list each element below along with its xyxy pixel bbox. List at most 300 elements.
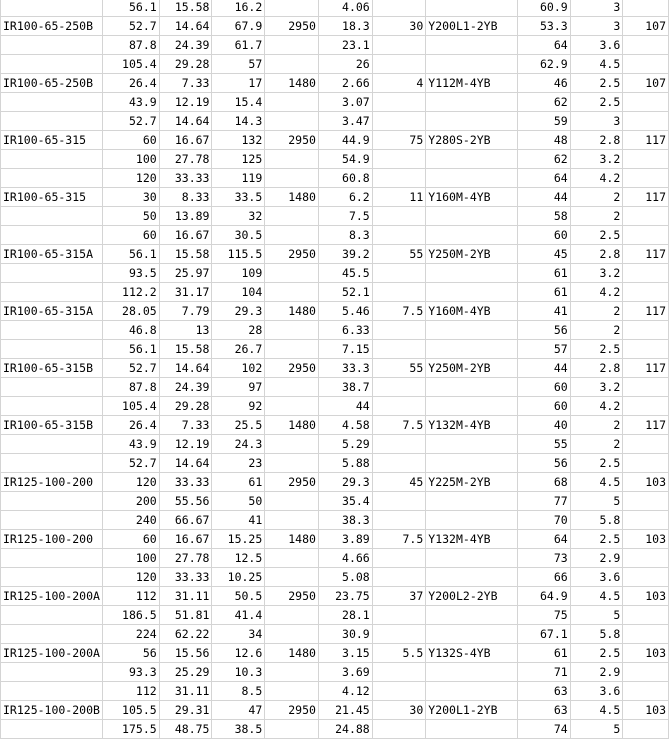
cell-head-m[interactable]: 41.4 bbox=[212, 606, 265, 625]
cell-motor-power-kw[interactable] bbox=[372, 0, 426, 17]
cell-motor-model[interactable]: Y132M-4YB bbox=[426, 530, 518, 549]
cell-motor-power-kw[interactable] bbox=[372, 340, 426, 359]
cell-weight-kg[interactable] bbox=[623, 321, 669, 340]
cell-efficiency-pct[interactable]: 64 bbox=[518, 36, 571, 55]
cell-motor-model[interactable] bbox=[426, 492, 518, 511]
cell-flow-m3h[interactable]: 186.5 bbox=[102, 606, 159, 625]
cell-npsh-m[interactable]: 4.2 bbox=[570, 283, 623, 302]
cell-weight-kg[interactable]: 107 bbox=[623, 17, 669, 36]
cell-weight-kg[interactable]: 103 bbox=[623, 701, 669, 720]
cell-weight-kg[interactable]: 117 bbox=[623, 359, 669, 378]
cell-speed-rpm[interactable] bbox=[265, 207, 319, 226]
cell-flow-ls[interactable]: 15.58 bbox=[159, 245, 212, 264]
cell-flow-ls[interactable]: 15.56 bbox=[159, 644, 212, 663]
cell-speed-rpm[interactable]: 1480 bbox=[265, 302, 319, 321]
cell-weight-kg[interactable] bbox=[623, 340, 669, 359]
cell-efficiency-pct[interactable]: 53.3 bbox=[518, 17, 571, 36]
cell-motor-power-kw[interactable]: 37 bbox=[372, 587, 426, 606]
cell-pump-model[interactable] bbox=[1, 720, 103, 739]
cell-speed-rpm[interactable] bbox=[265, 226, 319, 245]
cell-weight-kg[interactable] bbox=[623, 378, 669, 397]
cell-motor-model[interactable] bbox=[426, 378, 518, 397]
cell-flow-m3h[interactable]: 28.05 bbox=[102, 302, 159, 321]
cell-npsh-m[interactable]: 5 bbox=[570, 606, 623, 625]
cell-speed-rpm[interactable] bbox=[265, 397, 319, 416]
cell-efficiency-pct[interactable]: 62 bbox=[518, 93, 571, 112]
cell-head-m[interactable]: 50.5 bbox=[212, 587, 265, 606]
cell-motor-power-kw[interactable] bbox=[372, 112, 426, 131]
cell-motor-model[interactable] bbox=[426, 511, 518, 530]
cell-efficiency-pct[interactable]: 41 bbox=[518, 302, 571, 321]
cell-npsh-m[interactable]: 2.5 bbox=[570, 226, 623, 245]
cell-motor-model[interactable]: Y160M-4YB bbox=[426, 302, 518, 321]
cell-shaft-power-kw[interactable]: 6.33 bbox=[318, 321, 372, 340]
cell-pump-model[interactable] bbox=[1, 169, 103, 188]
cell-npsh-m[interactable]: 2.9 bbox=[570, 549, 623, 568]
cell-speed-rpm[interactable] bbox=[265, 606, 319, 625]
cell-weight-kg[interactable] bbox=[623, 663, 669, 682]
cell-head-m[interactable]: 10.25 bbox=[212, 568, 265, 587]
cell-flow-m3h[interactable]: 240 bbox=[102, 511, 159, 530]
cell-efficiency-pct[interactable]: 56 bbox=[518, 321, 571, 340]
cell-motor-model[interactable] bbox=[426, 169, 518, 188]
cell-head-m[interactable]: 12.6 bbox=[212, 644, 265, 663]
cell-flow-ls[interactable]: 15.58 bbox=[159, 0, 212, 17]
cell-shaft-power-kw[interactable]: 3.07 bbox=[318, 93, 372, 112]
cell-flow-ls[interactable]: 55.56 bbox=[159, 492, 212, 511]
cell-flow-ls[interactable]: 33.33 bbox=[159, 169, 212, 188]
cell-head-m[interactable]: 28 bbox=[212, 321, 265, 340]
cell-speed-rpm[interactable] bbox=[265, 169, 319, 188]
cell-flow-m3h[interactable]: 93.3 bbox=[102, 663, 159, 682]
cell-motor-power-kw[interactable] bbox=[372, 663, 426, 682]
cell-flow-ls[interactable]: 51.81 bbox=[159, 606, 212, 625]
cell-efficiency-pct[interactable]: 67.1 bbox=[518, 625, 571, 644]
cell-shaft-power-kw[interactable]: 4.58 bbox=[318, 416, 372, 435]
cell-npsh-m[interactable]: 5 bbox=[570, 492, 623, 511]
cell-flow-ls[interactable]: 15.58 bbox=[159, 340, 212, 359]
cell-head-m[interactable]: 38.5 bbox=[212, 720, 265, 739]
cell-flow-m3h[interactable]: 105.4 bbox=[102, 397, 159, 416]
cell-efficiency-pct[interactable]: 61 bbox=[518, 644, 571, 663]
cell-npsh-m[interactable]: 2.5 bbox=[570, 454, 623, 473]
cell-speed-rpm[interactable] bbox=[265, 435, 319, 454]
cell-weight-kg[interactable] bbox=[623, 511, 669, 530]
cell-npsh-m[interactable]: 3.6 bbox=[570, 36, 623, 55]
cell-flow-ls[interactable]: 27.78 bbox=[159, 150, 212, 169]
cell-head-m[interactable]: 41 bbox=[212, 511, 265, 530]
cell-npsh-m[interactable]: 2 bbox=[570, 207, 623, 226]
cell-motor-model[interactable] bbox=[426, 0, 518, 17]
cell-flow-ls[interactable]: 31.11 bbox=[159, 587, 212, 606]
cell-motor-power-kw[interactable] bbox=[372, 283, 426, 302]
cell-efficiency-pct[interactable]: 64 bbox=[518, 530, 571, 549]
cell-speed-rpm[interactable]: 2950 bbox=[265, 473, 319, 492]
cell-head-m[interactable]: 14.3 bbox=[212, 112, 265, 131]
cell-head-m[interactable]: 104 bbox=[212, 283, 265, 302]
cell-npsh-m[interactable]: 2.5 bbox=[570, 93, 623, 112]
cell-flow-ls[interactable]: 14.64 bbox=[159, 112, 212, 131]
cell-head-m[interactable]: 97 bbox=[212, 378, 265, 397]
cell-motor-model[interactable] bbox=[426, 150, 518, 169]
cell-efficiency-pct[interactable]: 68 bbox=[518, 473, 571, 492]
cell-efficiency-pct[interactable]: 62.9 bbox=[518, 55, 571, 74]
cell-motor-model[interactable] bbox=[426, 55, 518, 74]
cell-shaft-power-kw[interactable]: 7.15 bbox=[318, 340, 372, 359]
cell-weight-kg[interactable] bbox=[623, 226, 669, 245]
cell-npsh-m[interactable]: 4.2 bbox=[570, 169, 623, 188]
cell-weight-kg[interactable] bbox=[623, 435, 669, 454]
cell-head-m[interactable]: 25.5 bbox=[212, 416, 265, 435]
cell-flow-m3h[interactable]: 56.1 bbox=[102, 0, 159, 17]
cell-flow-ls[interactable]: 14.64 bbox=[159, 17, 212, 36]
cell-head-m[interactable]: 67.9 bbox=[212, 17, 265, 36]
cell-npsh-m[interactable]: 3.2 bbox=[570, 378, 623, 397]
cell-pump-model[interactable] bbox=[1, 492, 103, 511]
cell-motor-model[interactable] bbox=[426, 549, 518, 568]
cell-efficiency-pct[interactable]: 66 bbox=[518, 568, 571, 587]
cell-motor-power-kw[interactable] bbox=[372, 150, 426, 169]
cell-flow-m3h[interactable]: 52.7 bbox=[102, 454, 159, 473]
cell-efficiency-pct[interactable]: 63 bbox=[518, 682, 571, 701]
cell-motor-model[interactable] bbox=[426, 397, 518, 416]
cell-motor-power-kw[interactable] bbox=[372, 625, 426, 644]
cell-efficiency-pct[interactable]: 73 bbox=[518, 549, 571, 568]
cell-pump-model[interactable] bbox=[1, 36, 103, 55]
cell-motor-model[interactable]: Y160M-4YB bbox=[426, 188, 518, 207]
cell-pump-model[interactable] bbox=[1, 321, 103, 340]
cell-speed-rpm[interactable] bbox=[265, 283, 319, 302]
cell-flow-ls[interactable]: 16.67 bbox=[159, 530, 212, 549]
cell-flow-ls[interactable]: 14.64 bbox=[159, 359, 212, 378]
cell-speed-rpm[interactable]: 2950 bbox=[265, 17, 319, 36]
cell-npsh-m[interactable]: 5 bbox=[570, 720, 623, 739]
cell-flow-m3h[interactable]: 26.4 bbox=[102, 416, 159, 435]
cell-pump-model[interactable] bbox=[1, 55, 103, 74]
cell-motor-model[interactable] bbox=[426, 93, 518, 112]
cell-speed-rpm[interactable]: 2950 bbox=[265, 131, 319, 150]
cell-flow-m3h[interactable]: 60 bbox=[102, 530, 159, 549]
cell-efficiency-pct[interactable]: 55 bbox=[518, 435, 571, 454]
cell-weight-kg[interactable]: 103 bbox=[623, 473, 669, 492]
cell-weight-kg[interactable] bbox=[623, 283, 669, 302]
cell-npsh-m[interactable]: 3 bbox=[570, 112, 623, 131]
cell-head-m[interactable]: 12.5 bbox=[212, 549, 265, 568]
cell-weight-kg[interactable] bbox=[623, 264, 669, 283]
cell-motor-model[interactable] bbox=[426, 321, 518, 340]
cell-motor-model[interactable] bbox=[426, 283, 518, 302]
cell-flow-ls[interactable]: 7.33 bbox=[159, 416, 212, 435]
cell-flow-m3h[interactable]: 43.9 bbox=[102, 93, 159, 112]
cell-flow-ls[interactable]: 29.31 bbox=[159, 701, 212, 720]
cell-flow-ls[interactable]: 27.78 bbox=[159, 549, 212, 568]
cell-npsh-m[interactable]: 4.5 bbox=[570, 55, 623, 74]
cell-weight-kg[interactable] bbox=[623, 454, 669, 473]
cell-npsh-m[interactable]: 3.2 bbox=[570, 150, 623, 169]
cell-pump-model[interactable] bbox=[1, 454, 103, 473]
cell-efficiency-pct[interactable]: 74 bbox=[518, 720, 571, 739]
cell-efficiency-pct[interactable]: 61 bbox=[518, 264, 571, 283]
cell-flow-ls[interactable]: 31.17 bbox=[159, 283, 212, 302]
cell-shaft-power-kw[interactable]: 38.7 bbox=[318, 378, 372, 397]
cell-pump-model[interactable] bbox=[1, 226, 103, 245]
cell-motor-model[interactable]: Y280S-2YB bbox=[426, 131, 518, 150]
cell-npsh-m[interactable]: 2.8 bbox=[570, 359, 623, 378]
cell-speed-rpm[interactable] bbox=[265, 549, 319, 568]
cell-head-m[interactable]: 16.2 bbox=[212, 0, 265, 17]
cell-shaft-power-kw[interactable]: 44.9 bbox=[318, 131, 372, 150]
cell-weight-kg[interactable] bbox=[623, 169, 669, 188]
cell-efficiency-pct[interactable]: 44 bbox=[518, 359, 571, 378]
cell-head-m[interactable]: 32 bbox=[212, 207, 265, 226]
cell-shaft-power-kw[interactable]: 4.12 bbox=[318, 682, 372, 701]
cell-flow-m3h[interactable]: 30 bbox=[102, 188, 159, 207]
cell-flow-m3h[interactable]: 120 bbox=[102, 169, 159, 188]
cell-npsh-m[interactable]: 2 bbox=[570, 188, 623, 207]
cell-motor-model[interactable] bbox=[426, 112, 518, 131]
cell-flow-m3h[interactable]: 112.2 bbox=[102, 283, 159, 302]
cell-motor-power-kw[interactable]: 7.5 bbox=[372, 416, 426, 435]
cell-flow-m3h[interactable]: 112 bbox=[102, 682, 159, 701]
cell-shaft-power-kw[interactable]: 5.46 bbox=[318, 302, 372, 321]
cell-head-m[interactable]: 15.4 bbox=[212, 93, 265, 112]
cell-flow-m3h[interactable]: 56.1 bbox=[102, 340, 159, 359]
cell-head-m[interactable]: 15.25 bbox=[212, 530, 265, 549]
cell-npsh-m[interactable]: 2.8 bbox=[570, 131, 623, 150]
cell-shaft-power-kw[interactable]: 60.8 bbox=[318, 169, 372, 188]
cell-weight-kg[interactable] bbox=[623, 55, 669, 74]
cell-speed-rpm[interactable] bbox=[265, 340, 319, 359]
cell-speed-rpm[interactable]: 1480 bbox=[265, 644, 319, 663]
cell-flow-ls[interactable]: 13 bbox=[159, 321, 212, 340]
cell-motor-power-kw[interactable] bbox=[372, 55, 426, 74]
cell-flow-ls[interactable]: 8.33 bbox=[159, 188, 212, 207]
cell-head-m[interactable]: 8.5 bbox=[212, 682, 265, 701]
cell-motor-power-kw[interactable]: 4 bbox=[372, 74, 426, 93]
cell-flow-ls[interactable]: 7.33 bbox=[159, 74, 212, 93]
cell-head-m[interactable]: 132 bbox=[212, 131, 265, 150]
cell-npsh-m[interactable]: 3 bbox=[570, 0, 623, 17]
cell-shaft-power-kw[interactable]: 54.9 bbox=[318, 150, 372, 169]
cell-efficiency-pct[interactable]: 60 bbox=[518, 226, 571, 245]
cell-flow-m3h[interactable]: 105.5 bbox=[102, 701, 159, 720]
cell-pump-model[interactable]: IR100-65-315 bbox=[1, 131, 103, 150]
cell-weight-kg[interactable]: 117 bbox=[623, 245, 669, 264]
cell-efficiency-pct[interactable]: 45 bbox=[518, 245, 571, 264]
cell-pump-model[interactable] bbox=[1, 378, 103, 397]
cell-pump-model[interactable] bbox=[1, 207, 103, 226]
cell-speed-rpm[interactable] bbox=[265, 625, 319, 644]
cell-speed-rpm[interactable] bbox=[265, 0, 319, 17]
cell-shaft-power-kw[interactable]: 26 bbox=[318, 55, 372, 74]
cell-flow-m3h[interactable]: 43.9 bbox=[102, 435, 159, 454]
cell-flow-ls[interactable]: 24.39 bbox=[159, 36, 212, 55]
cell-pump-model[interactable] bbox=[1, 112, 103, 131]
cell-head-m[interactable]: 50 bbox=[212, 492, 265, 511]
cell-flow-m3h[interactable]: 100 bbox=[102, 549, 159, 568]
cell-shaft-power-kw[interactable]: 52.1 bbox=[318, 283, 372, 302]
cell-npsh-m[interactable]: 5.8 bbox=[570, 511, 623, 530]
cell-efficiency-pct[interactable]: 59 bbox=[518, 112, 571, 131]
cell-flow-m3h[interactable]: 60 bbox=[102, 226, 159, 245]
cell-head-m[interactable]: 24.3 bbox=[212, 435, 265, 454]
cell-motor-model[interactable]: Y200L1-2YB bbox=[426, 17, 518, 36]
cell-pump-model[interactable] bbox=[1, 264, 103, 283]
cell-flow-m3h[interactable]: 112 bbox=[102, 587, 159, 606]
cell-efficiency-pct[interactable]: 44 bbox=[518, 188, 571, 207]
cell-pump-model[interactable]: IR100-65-315A bbox=[1, 302, 103, 321]
cell-flow-m3h[interactable]: 56.1 bbox=[102, 245, 159, 264]
cell-motor-power-kw[interactable] bbox=[372, 321, 426, 340]
cell-shaft-power-kw[interactable]: 7.5 bbox=[318, 207, 372, 226]
cell-speed-rpm[interactable]: 2950 bbox=[265, 359, 319, 378]
cell-head-m[interactable]: 57 bbox=[212, 55, 265, 74]
cell-efficiency-pct[interactable]: 60 bbox=[518, 378, 571, 397]
cell-shaft-power-kw[interactable]: 35.4 bbox=[318, 492, 372, 511]
cell-motor-model[interactable]: Y112M-4YB bbox=[426, 74, 518, 93]
cell-motor-model[interactable] bbox=[426, 568, 518, 587]
cell-weight-kg[interactable] bbox=[623, 720, 669, 739]
cell-flow-ls[interactable]: 29.28 bbox=[159, 397, 212, 416]
cell-motor-power-kw[interactable]: 45 bbox=[372, 473, 426, 492]
cell-weight-kg[interactable] bbox=[623, 112, 669, 131]
cell-speed-rpm[interactable]: 1480 bbox=[265, 74, 319, 93]
cell-shaft-power-kw[interactable]: 8.3 bbox=[318, 226, 372, 245]
cell-motor-power-kw[interactable] bbox=[372, 511, 426, 530]
cell-weight-kg[interactable] bbox=[623, 93, 669, 112]
cell-shaft-power-kw[interactable]: 38.3 bbox=[318, 511, 372, 530]
cell-flow-ls[interactable]: 14.64 bbox=[159, 454, 212, 473]
cell-shaft-power-kw[interactable]: 28.1 bbox=[318, 606, 372, 625]
cell-motor-power-kw[interactable] bbox=[372, 606, 426, 625]
cell-shaft-power-kw[interactable]: 3.89 bbox=[318, 530, 372, 549]
cell-motor-power-kw[interactable] bbox=[372, 720, 426, 739]
cell-pump-model[interactable] bbox=[1, 682, 103, 701]
cell-flow-ls[interactable]: 33.33 bbox=[159, 473, 212, 492]
cell-speed-rpm[interactable]: 2950 bbox=[265, 587, 319, 606]
cell-npsh-m[interactable]: 2.5 bbox=[570, 340, 623, 359]
cell-pump-model[interactable] bbox=[1, 283, 103, 302]
cell-efficiency-pct[interactable]: 56 bbox=[518, 454, 571, 473]
cell-weight-kg[interactable] bbox=[623, 397, 669, 416]
cell-pump-model[interactable] bbox=[1, 549, 103, 568]
cell-npsh-m[interactable]: 3.6 bbox=[570, 568, 623, 587]
cell-pump-model[interactable] bbox=[1, 511, 103, 530]
cell-npsh-m[interactable]: 5.8 bbox=[570, 625, 623, 644]
cell-motor-model[interactable]: Y225M-2YB bbox=[426, 473, 518, 492]
cell-weight-kg[interactable]: 107 bbox=[623, 74, 669, 93]
cell-efficiency-pct[interactable]: 40 bbox=[518, 416, 571, 435]
cell-npsh-m[interactable]: 3 bbox=[570, 17, 623, 36]
cell-weight-kg[interactable] bbox=[623, 0, 669, 17]
cell-shaft-power-kw[interactable]: 44 bbox=[318, 397, 372, 416]
cell-flow-ls[interactable]: 25.29 bbox=[159, 663, 212, 682]
cell-pump-model[interactable]: IR100-65-315B bbox=[1, 416, 103, 435]
cell-pump-model[interactable] bbox=[1, 435, 103, 454]
cell-shaft-power-kw[interactable]: 24.88 bbox=[318, 720, 372, 739]
cell-npsh-m[interactable]: 2 bbox=[570, 416, 623, 435]
cell-pump-model[interactable] bbox=[1, 150, 103, 169]
cell-motor-model[interactable] bbox=[426, 682, 518, 701]
cell-head-m[interactable]: 26.7 bbox=[212, 340, 265, 359]
cell-npsh-m[interactable]: 2.5 bbox=[570, 644, 623, 663]
cell-head-m[interactable]: 34 bbox=[212, 625, 265, 644]
cell-shaft-power-kw[interactable]: 23.75 bbox=[318, 587, 372, 606]
cell-pump-model[interactable] bbox=[1, 625, 103, 644]
cell-npsh-m[interactable]: 2.9 bbox=[570, 663, 623, 682]
cell-flow-ls[interactable]: 24.39 bbox=[159, 378, 212, 397]
cell-speed-rpm[interactable] bbox=[265, 321, 319, 340]
cell-weight-kg[interactable] bbox=[623, 549, 669, 568]
cell-motor-model[interactable] bbox=[426, 435, 518, 454]
cell-speed-rpm[interactable] bbox=[265, 454, 319, 473]
cell-motor-model[interactable] bbox=[426, 264, 518, 283]
cell-pump-model[interactable]: IR125-100-200B bbox=[1, 701, 103, 720]
cell-pump-model[interactable]: IR100-65-250B bbox=[1, 17, 103, 36]
cell-shaft-power-kw[interactable]: 5.29 bbox=[318, 435, 372, 454]
cell-head-m[interactable]: 119 bbox=[212, 169, 265, 188]
cell-speed-rpm[interactable] bbox=[265, 492, 319, 511]
cell-flow-m3h[interactable]: 60 bbox=[102, 131, 159, 150]
cell-npsh-m[interactable]: 4.5 bbox=[570, 473, 623, 492]
cell-motor-power-kw[interactable] bbox=[372, 264, 426, 283]
cell-speed-rpm[interactable] bbox=[265, 112, 319, 131]
cell-flow-m3h[interactable]: 200 bbox=[102, 492, 159, 511]
cell-motor-power-kw[interactable] bbox=[372, 207, 426, 226]
cell-shaft-power-kw[interactable]: 23.1 bbox=[318, 36, 372, 55]
cell-flow-ls[interactable]: 33.33 bbox=[159, 568, 212, 587]
cell-flow-m3h[interactable]: 52.7 bbox=[102, 112, 159, 131]
cell-shaft-power-kw[interactable]: 29.3 bbox=[318, 473, 372, 492]
cell-pump-model[interactable] bbox=[1, 606, 103, 625]
cell-weight-kg[interactable] bbox=[623, 492, 669, 511]
cell-flow-ls[interactable]: 16.67 bbox=[159, 131, 212, 150]
cell-speed-rpm[interactable] bbox=[265, 264, 319, 283]
cell-efficiency-pct[interactable]: 60.9 bbox=[518, 0, 571, 17]
cell-head-m[interactable]: 47 bbox=[212, 701, 265, 720]
cell-motor-power-kw[interactable] bbox=[372, 568, 426, 587]
cell-speed-rpm[interactable]: 2950 bbox=[265, 245, 319, 264]
cell-npsh-m[interactable]: 4.2 bbox=[570, 397, 623, 416]
cell-flow-m3h[interactable]: 105.4 bbox=[102, 55, 159, 74]
cell-pump-model[interactable]: IR125-100-200A bbox=[1, 587, 103, 606]
cell-speed-rpm[interactable]: 1480 bbox=[265, 416, 319, 435]
cell-pump-model[interactable] bbox=[1, 93, 103, 112]
cell-weight-kg[interactable]: 103 bbox=[623, 530, 669, 549]
cell-npsh-m[interactable]: 2.5 bbox=[570, 530, 623, 549]
cell-shaft-power-kw[interactable]: 3.15 bbox=[318, 644, 372, 663]
cell-weight-kg[interactable]: 117 bbox=[623, 131, 669, 150]
cell-motor-power-kw[interactable] bbox=[372, 36, 426, 55]
cell-head-m[interactable]: 61.7 bbox=[212, 36, 265, 55]
cell-shaft-power-kw[interactable]: 4.06 bbox=[318, 0, 372, 17]
cell-shaft-power-kw[interactable]: 45.5 bbox=[318, 264, 372, 283]
cell-motor-power-kw[interactable] bbox=[372, 378, 426, 397]
cell-head-m[interactable]: 29.3 bbox=[212, 302, 265, 321]
cell-motor-power-kw[interactable] bbox=[372, 682, 426, 701]
cell-weight-kg[interactable] bbox=[623, 606, 669, 625]
cell-flow-ls[interactable]: 13.89 bbox=[159, 207, 212, 226]
cell-efficiency-pct[interactable]: 62 bbox=[518, 150, 571, 169]
cell-shaft-power-kw[interactable]: 5.88 bbox=[318, 454, 372, 473]
cell-pump-model[interactable] bbox=[1, 340, 103, 359]
cell-weight-kg[interactable]: 103 bbox=[623, 587, 669, 606]
cell-motor-model[interactable] bbox=[426, 340, 518, 359]
cell-motor-model[interactable]: Y132M-4YB bbox=[426, 416, 518, 435]
cell-motor-model[interactable] bbox=[426, 720, 518, 739]
cell-shaft-power-kw[interactable]: 6.2 bbox=[318, 188, 372, 207]
cell-efficiency-pct[interactable]: 58 bbox=[518, 207, 571, 226]
